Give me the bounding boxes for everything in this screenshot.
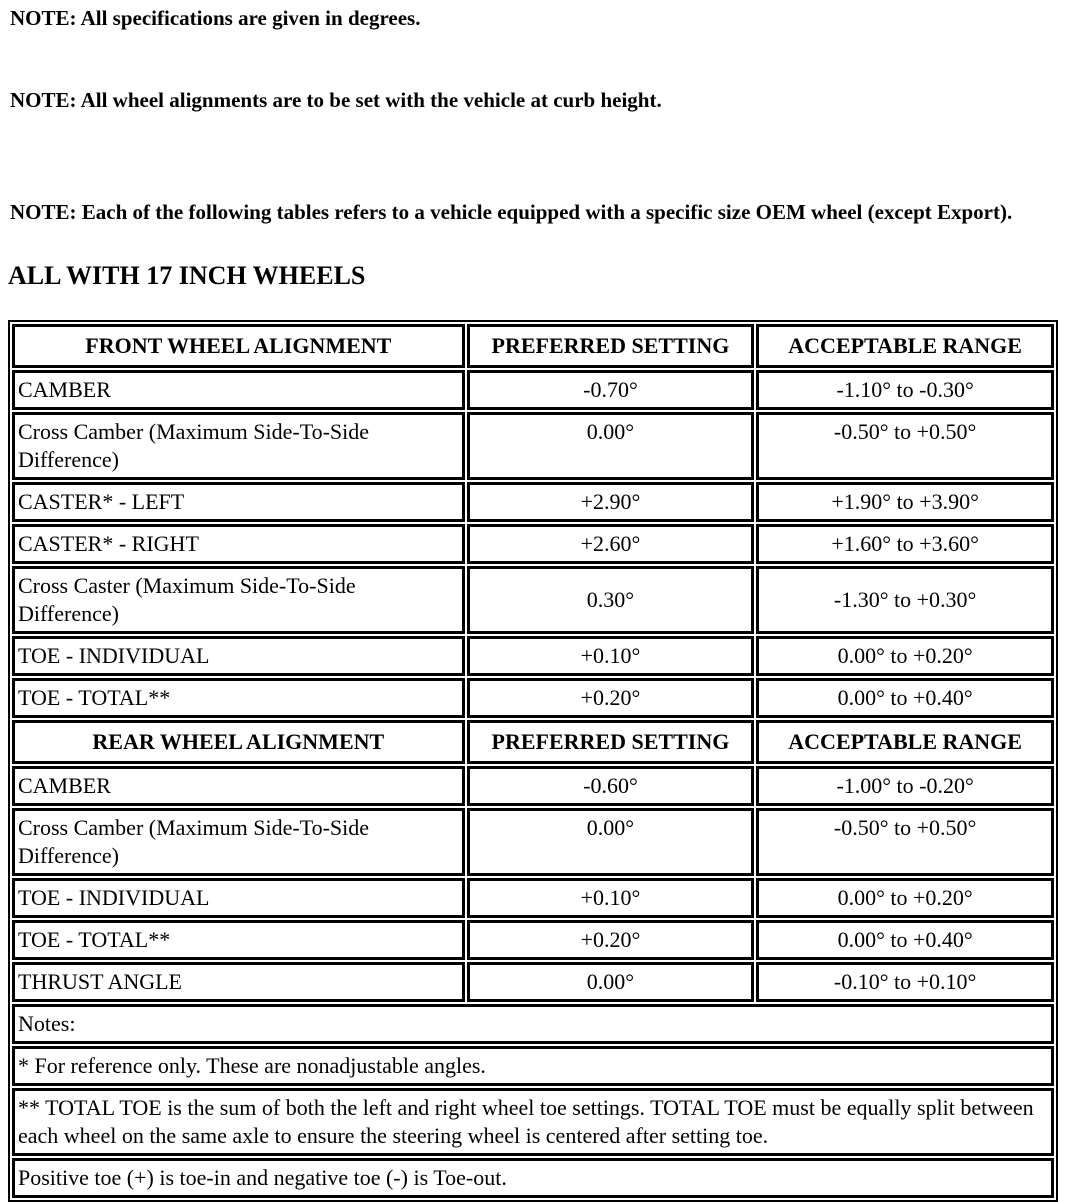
row-range: 0.00° to +0.40° [756,678,1054,718]
footnote-total-toe: ** TOTAL TOE is the sum of both the left and right wheel toe settings. TOTAL TOE must be equally split between each wheel on the same axle to ensure the steering wheel is centered after setting toe. [12,1088,1054,1156]
table-row [12,566,1054,634]
front-header-range: ACCEPTABLE RANGE [756,324,1054,368]
row-label: Cross Camber (Maximum Side-To-Side Difference) [12,412,465,480]
row-label: TOE - INDIVIDUAL [12,636,465,676]
footnote-row [12,1088,1054,1156]
row-preferred: +0.10° [467,878,755,918]
row-preferred: +0.20° [467,678,755,718]
row-range: +1.90° to +3.90° [756,482,1054,522]
footnote-notes-label: Notes: [12,1004,1054,1044]
table-row [12,962,1054,1002]
alignment-spec-table [8,320,1058,1202]
front-header-preferred: PREFERRED SETTING [467,324,755,368]
row-preferred: +0.10° [467,636,755,676]
row-label: CAMBER [12,370,465,410]
row-preferred: 0.00° [467,962,755,1002]
row-label: Cross Caster (Maximum Side-To-Side Difference) [12,566,465,634]
footnote-row [12,1158,1054,1198]
row-range: -1.10° to -0.30° [756,370,1054,410]
row-label: CASTER* - RIGHT [12,524,465,564]
table-row [12,678,1054,718]
note-oem-wheel: NOTE: Each of the following tables refers to a vehicle equipped with a specific size OEM wheel (except Export). [10,200,1013,224]
front-header-row [12,324,1054,368]
row-range: -1.30° to +0.30° [756,566,1054,634]
row-preferred: +0.20° [467,920,755,960]
footnote-reference-only: * For reference only. These are nonadjustable angles. [12,1046,1054,1086]
row-label: TOE - TOTAL** [12,920,465,960]
front-header-label: FRONT WHEEL ALIGNMENT [12,324,465,368]
row-range: -0.10° to +0.10° [756,962,1054,1002]
row-preferred: 0.30° [467,566,755,634]
table-row [12,412,1054,480]
row-preferred: +2.60° [467,524,755,564]
row-preferred: -0.70° [467,370,755,410]
rear-header-label: REAR WHEEL ALIGNMENT [12,720,465,764]
table-row [12,766,1054,806]
rear-header-row [12,720,1054,764]
table-row [12,808,1054,876]
rear-header-preferred: PREFERRED SETTING [467,720,755,764]
rear-header-range: ACCEPTABLE RANGE [756,720,1054,764]
note-curb-height: NOTE: All wheel alignments are to be set with the vehicle at curb height. [10,88,662,112]
section-heading: ALL WITH 17 INCH WHEELS [8,261,366,290]
row-range: -0.50° to +0.50° [756,412,1054,480]
table-row [12,878,1054,918]
table-row [12,636,1054,676]
row-range: -0.50° to +0.50° [756,808,1054,876]
row-preferred: +2.90° [467,482,755,522]
footnote-positive-toe: Positive toe (+) is toe-in and negative toe (-) is Toe-out. [12,1158,1054,1198]
footnote-row [12,1046,1054,1086]
row-range: -1.00° to -0.20° [756,766,1054,806]
row-range: 0.00° to +0.40° [756,920,1054,960]
table-row [12,524,1054,564]
note-specifications-degrees: NOTE: All specifications are given in degrees. [10,6,421,30]
row-label: Cross Camber (Maximum Side-To-Side Difference) [12,808,465,876]
row-label: TOE - TOTAL** [12,678,465,718]
row-preferred: 0.00° [467,808,755,876]
row-preferred: -0.60° [467,766,755,806]
row-range: 0.00° to +0.20° [756,878,1054,918]
row-range: +1.60° to +3.60° [756,524,1054,564]
table-row [12,370,1054,410]
row-preferred: 0.00° [467,412,755,480]
row-label: CAMBER [12,766,465,806]
row-label: TOE - INDIVIDUAL [12,878,465,918]
row-label: THRUST ANGLE [12,962,465,1002]
table-row [12,920,1054,960]
row-range: 0.00° to +0.20° [756,636,1054,676]
row-label: CASTER* - LEFT [12,482,465,522]
footnote-row [12,1004,1054,1044]
table-row [12,482,1054,522]
